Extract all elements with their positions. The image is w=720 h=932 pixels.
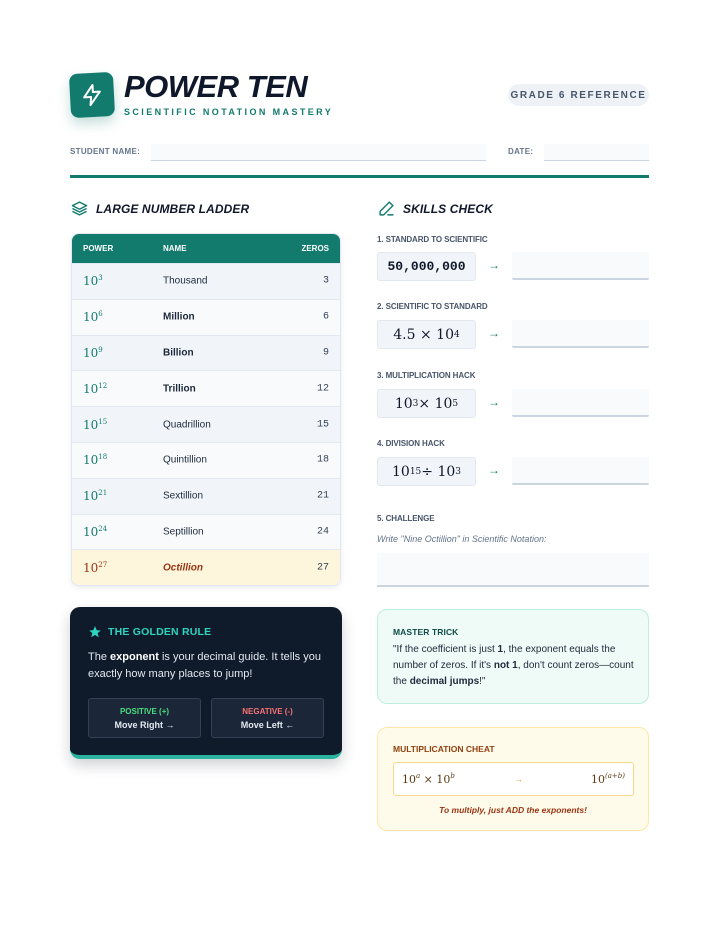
- ladder-heading: [71, 200, 249, 217]
- q2-prompt: 4.5 × 10 4: [377, 320, 476, 349]
- date-label: DATE:: [508, 147, 534, 156]
- negative-action: Move Left ←: [240, 720, 295, 730]
- name-cell: Sextillion: [163, 490, 204, 502]
- name-cell: Thousand: [163, 275, 208, 287]
- name-cell: Septillion: [163, 526, 204, 538]
- cheat-note: To multiply, just ADD the exponents!: [439, 805, 587, 815]
- name-cell: Octillion: [163, 562, 203, 574]
- table-row: [72, 335, 340, 371]
- negative-box: [211, 698, 324, 738]
- golden-rule-title: THE GOLDEN RULE: [108, 626, 212, 638]
- power-cell: $10^{18}$: [83, 453, 108, 468]
- cheat-formula-box: [393, 762, 634, 796]
- zeros-cell: 12: [316, 383, 329, 395]
- q3-label: 3. MULTIPLICATION HACK: [377, 371, 476, 380]
- ladder-table: [71, 233, 341, 586]
- table-row: [72, 299, 340, 335]
- power-cell: $10^{27}$: [83, 560, 108, 575]
- name-cell: Billion: [163, 347, 194, 359]
- positive-label: POSITIVE (+): [119, 707, 170, 716]
- golden-rule-card: [70, 607, 342, 759]
- header-divider: [70, 175, 649, 178]
- q3-arrow: →: [488, 395, 500, 409]
- positive-box: [88, 698, 201, 738]
- power-cell: $10^{15}$: [83, 417, 108, 432]
- q1-label: 1. STANDARD TO SCIENTIFIC: [377, 235, 488, 244]
- cheat-right-expression: $10^{(a+b)}$: [591, 772, 625, 786]
- cheat-title: MULTIPLICATION CHEAT: [393, 744, 495, 754]
- power-cell: $10^6$: [83, 310, 103, 325]
- name-cell: Quintillion: [163, 454, 207, 466]
- q2-arrow: →: [488, 326, 500, 340]
- table-row: [72, 370, 340, 406]
- table-row-highlighted: [72, 549, 340, 585]
- zeros-cell: 27: [316, 562, 329, 574]
- logo-badge: [69, 72, 115, 118]
- zeros-cell: 6: [322, 311, 329, 323]
- grade-badge: GRADE 6 REFERENCE: [508, 84, 649, 106]
- col-name: NAME: [163, 244, 187, 253]
- power-cell: $10^9$: [83, 345, 103, 360]
- col-power: POWER: [83, 244, 114, 253]
- table-row: [72, 406, 340, 442]
- q4-answer-field[interactable]: [512, 457, 649, 485]
- q4-label: 4. DIVISION HACK: [377, 439, 445, 448]
- name-cell: Trillion: [163, 383, 196, 395]
- q1-answer-field[interactable]: [512, 252, 649, 280]
- multiplication-cheat-card: [377, 727, 649, 831]
- ladder-header-row: [72, 234, 340, 263]
- negative-label: NEGATIVE (-): [242, 707, 293, 716]
- page-subtitle: SCIENTIFIC NOTATION MASTERY: [124, 107, 334, 117]
- zeros-cell: 15: [316, 419, 329, 431]
- q5-label: 5. CHALLENGE: [377, 514, 435, 523]
- q1-arrow: →: [488, 258, 500, 272]
- lightning-icon: [79, 82, 104, 107]
- table-row: [72, 514, 340, 550]
- skills-title: SKILLS CHECK: [403, 201, 493, 216]
- layers-icon: [71, 200, 88, 217]
- name-cell: Million: [163, 311, 195, 323]
- q3-answer-field[interactable]: [512, 389, 649, 417]
- master-trick-text: "If the coefficient is just 1, the exponent equals the number of zeros. If it's not 1, don't count zeros—count the decimal jumps!": [393, 644, 634, 687]
- table-row: [72, 478, 340, 514]
- power-cell: $10^3$: [83, 274, 103, 289]
- q4-arrow: →: [488, 463, 500, 477]
- q1-prompt: 50,000,000: [377, 252, 476, 281]
- zeros-cell: 21: [316, 490, 329, 502]
- table-row: [72, 263, 340, 299]
- student-name-field[interactable]: [151, 144, 486, 161]
- q4-prompt: 10 15 ÷ 10 3: [377, 457, 476, 486]
- q2-label: 2. SCIENTIFIC TO STANDARD: [377, 302, 488, 311]
- q5-answer-field[interactable]: [377, 553, 649, 587]
- student-name-label: STUDENT NAME:: [70, 147, 141, 156]
- zeros-cell: 9: [322, 347, 329, 359]
- page-title: POWER TEN: [124, 69, 308, 104]
- q5-hint: Write "Nine Octillion" in Scientific Notation:: [377, 534, 547, 544]
- master-trick-card: [377, 609, 649, 704]
- golden-rule-text: The exponent is your decimal guide. It tells you exactly how many places to jump!: [88, 651, 321, 680]
- power-cell: $10^{12}$: [83, 381, 108, 396]
- cheat-arrow: →: [514, 774, 523, 784]
- cheat-left-expression: $10^a \times 10^b$: [402, 772, 455, 786]
- positive-action: Move Right →: [114, 720, 175, 730]
- zeros-cell: 3: [322, 275, 329, 287]
- power-cell: $10^{24}$: [83, 524, 108, 539]
- q2-answer-field[interactable]: [512, 320, 649, 348]
- skills-heading: [378, 200, 493, 217]
- date-field[interactable]: [544, 144, 649, 161]
- col-zeros: ZEROS: [301, 244, 329, 253]
- table-row: [72, 442, 340, 478]
- power-cell: $10^{21}$: [83, 489, 108, 504]
- pencil-icon: [378, 200, 395, 217]
- ladder-title: LARGE NUMBER LADDER: [96, 201, 250, 216]
- q3-prompt: 10 3 × 10 5: [377, 389, 476, 418]
- star-icon: [88, 625, 102, 639]
- name-cell: Quadrillion: [163, 419, 211, 431]
- master-trick-title: MASTER TRICK: [393, 627, 459, 637]
- zeros-cell: 24: [316, 526, 329, 538]
- zeros-cell: 18: [316, 454, 329, 466]
